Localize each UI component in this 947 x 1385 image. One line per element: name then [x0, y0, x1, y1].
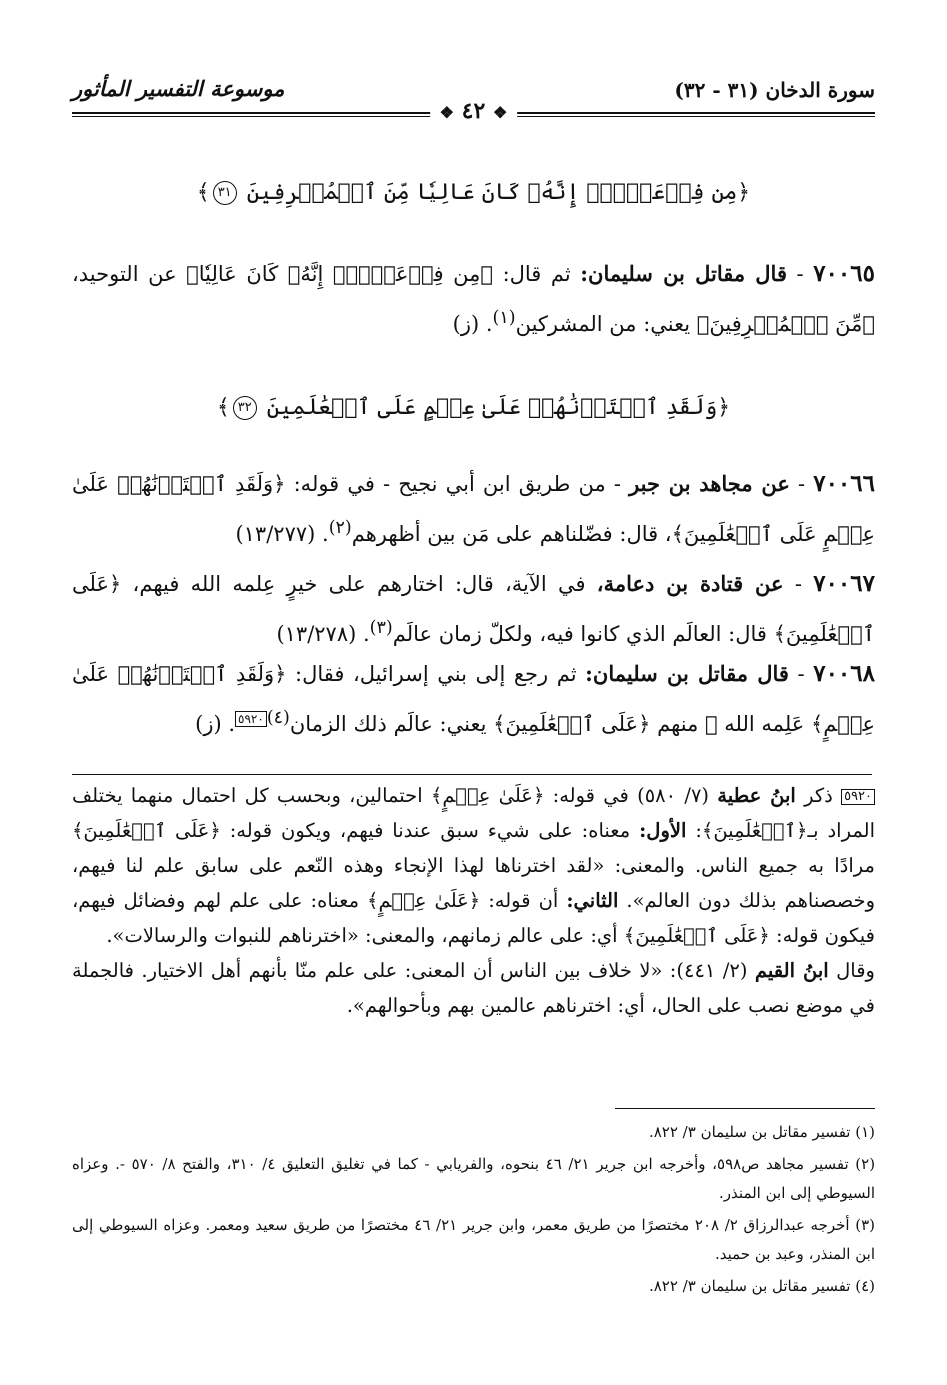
commentary-text: (٧/ ٥٨٠) في قوله: ﴿عَلَىٰ عِلۡمٍ﴾ احتمالين، وبحسب كل احتمال منهما يختلف المراد بـ﴿ٱلۡعَٰلَمِينَ﴾:: [72, 784, 875, 842]
narration-text: في الآية، قال: اختارهم على خيرٍ عِلمه الله فيهم، ﴿عَلَى ٱلۡعَٰلَمِينَ﴾ قال: العالَم الذي كانوا فيه، ولكلّ زمان عالَم: [72, 572, 875, 646]
commentary-box-label: ٥٩٢٠: [841, 789, 875, 805]
verse-bracket: ﴾: [196, 180, 210, 205]
narration-70065: ٧٠٠٦٥ - قال مقاتل بن سليمان: ثم قال: ﴿مِن فِرۡعَوۡنَۚ إِنَّهُۥ كَانَ عَالِيٗا﴾ عن التوحيد، ﴿مِّنَ ٱلۡمُسۡرِفِينَ﴾ يعني: من المشركين$^{(١)}$. (ز): [72, 260, 875, 336]
narration-text: ثم قال: ﴿مِن فِرۡعَوۡنَۚ إِنَّهُۥ كَانَ عَالِيٗا﴾ عن التوحيد، ﴿مِّنَ ٱلۡمُسۡرِفِينَ﴾ يعني: من المشركين: [72, 262, 875, 336]
commentary-text: معناه: على شيء سبق عندنا فيهم، ويكون قوله: ﴿عَلَى ٱلۡعَٰلَمِينَ﴾ مرادًا به جميع الناس. والمعنى: «لقد اخترناها لهذا الإنجاء وهذه النّعم على سابق علم لنا فيهم، وخصصناهم بذلك دون العالم».: [72, 819, 875, 912]
source-ref: . (ز): [452, 312, 493, 336]
footnote-ref: (١): [492, 308, 516, 328]
commentary-text: وقال: [836, 959, 875, 982]
scholar-name: ابنُ القيم: [754, 959, 829, 982]
commentary-text: (٢/ ٤٤١): «لا خلاف بين الناس أن المعنى: على علم منّا بأنهم أهل الاختيار. فالجملة في موضع نصب على الحال، أي: اخترناهم عالمين بهم وبأحوالهم».: [72, 959, 875, 1017]
ornament-icon: ❖: [439, 103, 455, 122]
commentary-text: أن قوله: ﴿عَلَىٰ عِلۡمٍ﴾ معناه: على علم لهم وفضائل فيهم، فيكون قوله: ﴿عَلَى ٱلۡعَٰلَمِينَ﴾ أي: على عالم زمانهم، والمعنى: «اخترناهم للنبوات والرسالات».: [72, 889, 875, 947]
narrator: قال مقاتل بن سليمان:: [580, 261, 787, 286]
narration-number: ٧٠٠٦٥: [813, 260, 875, 287]
page-number: ٤٢: [461, 98, 486, 124]
narration-number: ٧٠٠٦٧: [813, 570, 875, 597]
footnote: (٣) أخرجه عبدالرزاق ٢/ ٢٠٨ مختصرًا من طريق معمر، وابن جرير ٢١/ ٤٦ مختصرًا من طريق سعيد ومعمر. وعزاه السيوطي إلى ابن المنذر، وعبد بن حميد.: [72, 1216, 875, 1263]
commentary-separator: [72, 774, 872, 775]
footnote-ref: (٤): [266, 708, 290, 728]
scholar-name: ابنُ عطية: [717, 784, 796, 807]
narrator: عن قتادة بن دعامة،: [596, 571, 784, 596]
opinion-label: الأول:: [639, 819, 687, 842]
ayah-number-marker: ٣٢: [233, 396, 257, 420]
footnotes: [72, 1118, 875, 1304]
page-number-block: [430, 98, 518, 124]
source-ref: . (١٣/٢٧٧): [235, 522, 329, 546]
commentary-box-ref: ٥٩٢٠: [235, 711, 267, 727]
verse-bracket: ﴾: [216, 395, 230, 420]
page-header: [72, 70, 875, 130]
footnote-ref: (٢): [328, 518, 352, 538]
commentary-text: ذكر: [804, 784, 833, 807]
narration-number: ٧٠٠٦٦: [813, 470, 875, 497]
surah-title: سورة الدخان (٣١ - ٣٢): [674, 78, 875, 102]
footnote-ref: (٣): [369, 618, 393, 638]
narration-70068: ٧٠٠٦٨ - قال مقاتل بن سليمان: ثم رجع إلى بني إسرائيل، فقال: ﴿وَلَقَدِ ٱخۡتَرۡنَٰهُمۡ عَلَىٰ عِلۡمٍ﴾ عَلِمه الله ﷻ منهم ﴿عَلَى ٱلۡعَٰلَمِينَ﴾ يعني: عالَم ذلك الزمان$^{(٤)}$٥٩٢٠. (ز): [72, 660, 875, 736]
narration-70066: ٧٠٠٦٦ - عن مجاهد بن جبر - من طريق ابن أبي نجيح - في قوله: ﴿وَلَقَدِ ٱخۡتَرۡنَٰهُمۡ عَلَىٰ عِلۡمٍ عَلَى ٱلۡعَٰلَمِينَ﴾، قال: فضّلناهم على مَن بين أظهرهم$^{(٢)}$. (١٣/٢٧٧): [72, 470, 875, 546]
verse-text: ﴿وَلَقَدِ ٱخۡتَرۡنَٰهُمۡ عَلَىٰ عِلۡمٍ عَلَى ٱلۡعَٰلَمِينَ: [266, 395, 731, 420]
narrator: عن مجاهد بن جبر: [629, 471, 790, 496]
opinion-label: الثاني:: [566, 889, 619, 912]
source-ref: . (ز): [195, 712, 236, 736]
footnote-separator: [615, 1108, 875, 1109]
narrator: قال مقاتل بن سليمان:: [585, 661, 789, 686]
narration-text: ثم رجع إلى بني إسرائيل، فقال: ﴿وَلَقَدِ ٱخۡتَرۡنَٰهُمۡ عَلَىٰ عِلۡمٍ﴾ عَلِمه الله ﷻ منهم ﴿عَلَى ٱلۡعَٰلَمِينَ﴾ يعني: عالَم ذلك الزمان: [72, 662, 875, 736]
footnote: (١) تفسير مقاتل بن سليمان ٣/ ٨٢٢.: [648, 1123, 875, 1141]
verse-text: ﴿مِن فِرۡعَوۡنَۚ إِنَّهُۥ كَانَ عَالِيٗا مِّنَ ٱلۡمُسۡرِفِينَ: [246, 180, 751, 205]
footnote: (٤) تفسير مقاتل بن سليمان ٣/ ٨٢٢.: [648, 1277, 875, 1295]
verse-heading-32: [72, 395, 875, 420]
narration-number: ٧٠٠٦٨: [813, 660, 875, 687]
verse-heading-31: [72, 180, 875, 205]
narration-70067: ٧٠٠٦٧ - عن قتادة بن دعامة، في الآية، قال: اختارهم على خيرٍ عِلمه الله فيهم، ﴿عَلَى ٱلۡعَٰلَمِينَ﴾ قال: العالَم الذي كانوا فيه، ولكلّ زمان عالَم$^{(٣)}$. (١٣/٢٧٨): [72, 570, 875, 646]
commentary-block: [72, 778, 875, 1023]
commentary-paragraph: [72, 778, 875, 953]
ornament-icon: ❖: [492, 103, 508, 122]
ayah-number-marker: ٣١: [213, 181, 237, 205]
source-ref: . (١٣/٢٧٨): [276, 622, 370, 646]
footnote: (٢) تفسير مجاهد ص٥٩٨، وأخرجه ابن جرير ٢١/ ٤٦ بنحوه، والفريابي - كما في تغليق التعليق ٤/ ٣١٠، والفتح ٨/ ٥٧٠ -. وعزاه السيوطي إلى ابن المنذر.: [72, 1155, 876, 1202]
book-title: موسوعة التفسير المأثور: [72, 76, 285, 101]
narration-text: - من طريق ابن أبي نجيح - في قوله: ﴿وَلَقَدِ ٱخۡتَرۡنَٰهُمۡ عَلَىٰ عِلۡمٍ عَلَى ٱلۡعَٰلَمِينَ﴾، قال: فضّلناهم على مَن بين أظهرهم: [72, 472, 875, 546]
commentary-paragraph: [72, 953, 875, 1023]
